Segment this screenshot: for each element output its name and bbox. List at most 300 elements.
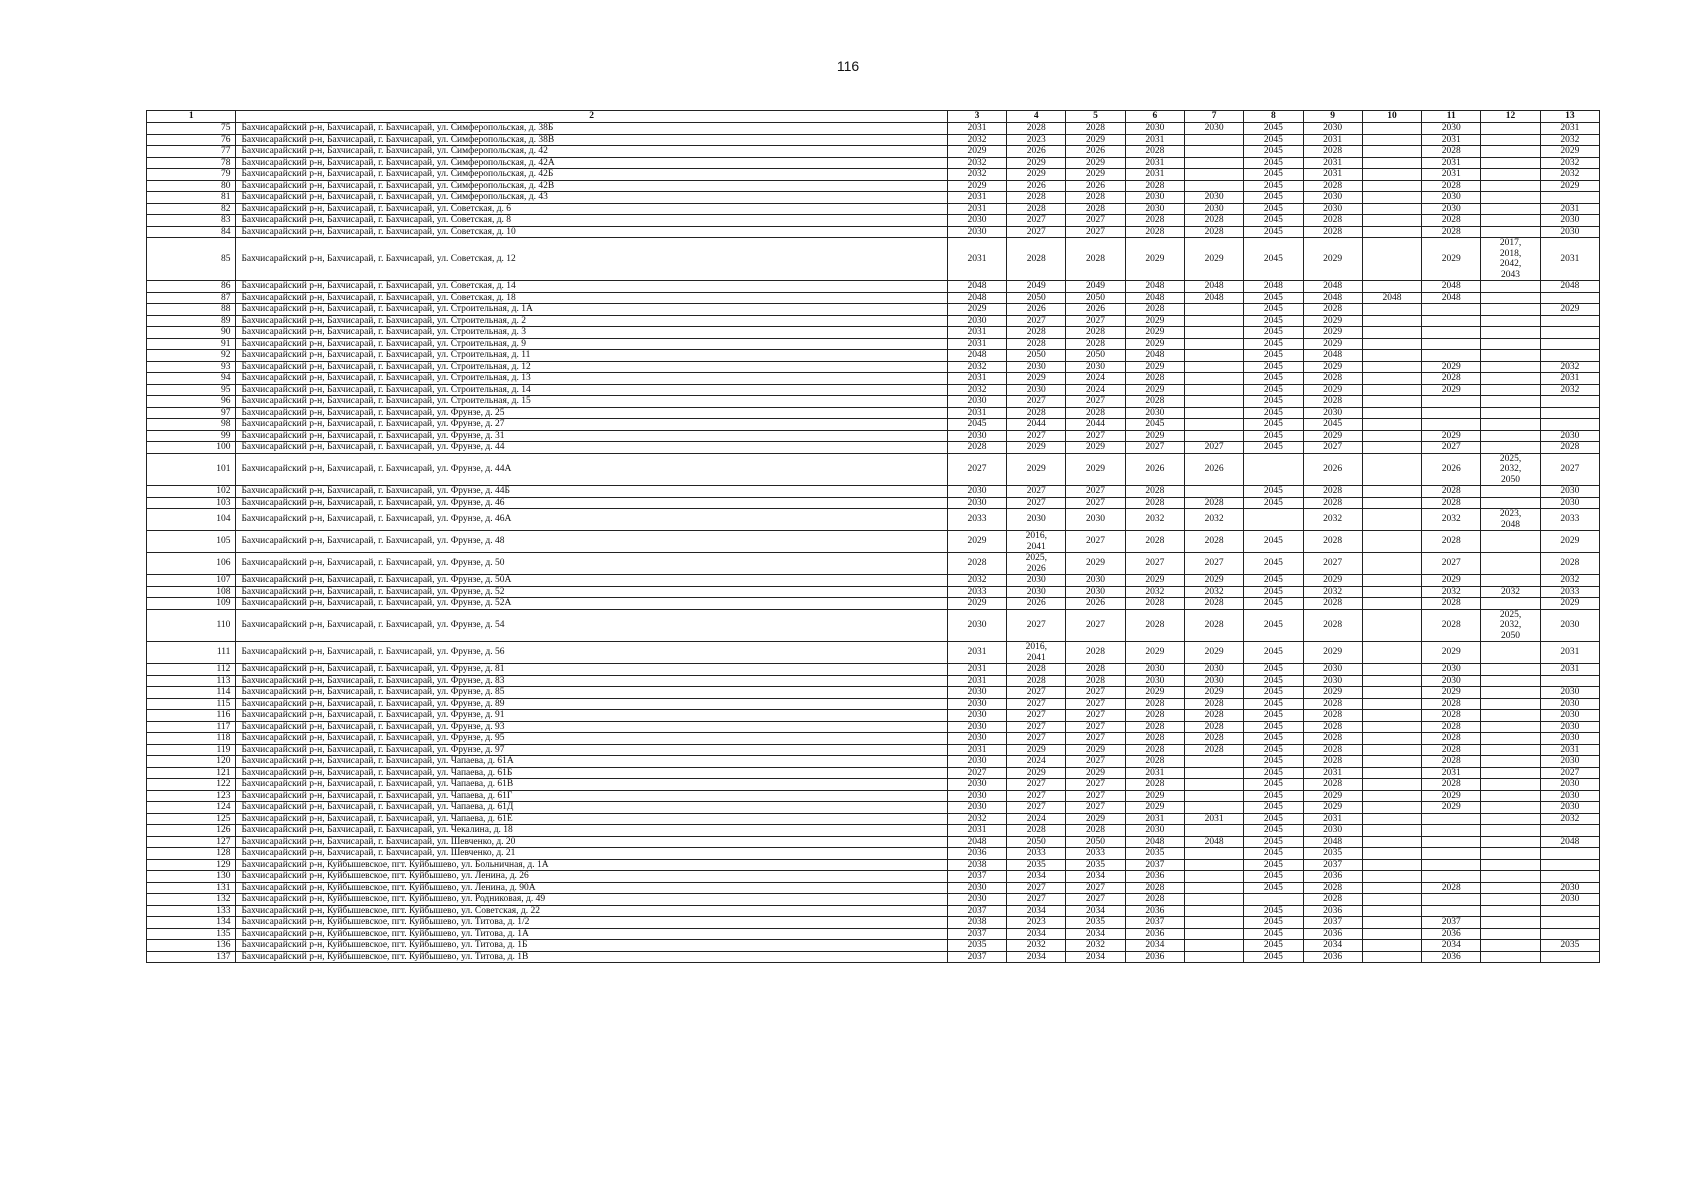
year-cell: 2030 [1540,698,1599,710]
year-cell [1362,733,1421,745]
row-number-cell: 95 [147,384,236,396]
row-number-cell: 128 [147,848,236,860]
year-cell [1362,825,1421,837]
year-cell: 2048 [947,350,1006,362]
year-cell [1481,407,1540,419]
year-cell: 2030 [1540,710,1599,722]
year-cell: 2027 [1007,497,1066,509]
table-row [147,315,1600,327]
year-cell: 2028 [1303,598,1362,610]
row-number-cell: 130 [147,871,236,883]
year-cell: 2050 [1007,836,1066,848]
table-row [147,169,1600,181]
year-cell [1481,553,1540,575]
year-cell: 2027 [947,767,1006,779]
year-cell: 2032 [1540,384,1599,396]
year-cell [1362,905,1421,917]
year-cell: 2045 [1244,928,1303,940]
year-cell: 2028 [1303,304,1362,316]
year-cell: 2030 [947,687,1006,699]
row-number-cell: 93 [147,361,236,373]
year-cell: 2038 [947,917,1006,929]
year-cell [1481,951,1540,963]
year-cell: 2028 [1007,338,1066,350]
header-cell: 13 [1540,111,1599,123]
row-number-cell: 77 [147,146,236,158]
year-cell: 2028 [1184,531,1243,553]
year-cell [1362,664,1421,676]
address-cell: Бахчисарайский р-н, Бахчисарай, г. Бахчисарай, ул. Строительная, д. 1А [236,304,947,316]
year-cell [1184,430,1243,442]
year-cell: 2034 [1007,928,1066,940]
row-number-cell: 103 [147,497,236,509]
year-cell: 2029 [1303,338,1362,350]
year-cell [1362,675,1421,687]
year-cell [1362,157,1421,169]
year-cell [1540,350,1599,362]
year-cell: 2030 [1066,509,1125,531]
year-cell [1362,226,1421,238]
year-cell: 2034 [1007,951,1066,963]
year-cell: 2030 [1422,675,1481,687]
year-cell: 2028 [1422,497,1481,509]
year-cell: 2028 [1125,215,1184,227]
row-number-cell: 110 [147,609,236,642]
year-cell [1362,361,1421,373]
year-cell: 2029 [1184,238,1243,281]
year-cell: 2031 [947,123,1006,135]
year-cell: 2033 [1007,848,1066,860]
year-cell: 2031 [1540,238,1599,281]
year-cell [1362,169,1421,181]
address-cell: Бахчисарайский р-н, Бахчисарай, г. Бахчисарай, ул. Симферопольская, д. 38Б [236,123,947,135]
year-cell [1362,134,1421,146]
row-number-cell: 126 [147,825,236,837]
year-cell: 2030 [1125,123,1184,135]
table-row [147,917,1600,929]
year-cell [1481,698,1540,710]
table-row [147,134,1600,146]
row-number-cell: 96 [147,396,236,408]
year-cell: 2048 [1303,350,1362,362]
row-number-cell: 134 [147,917,236,929]
year-cell: 2027 [1066,497,1125,509]
year-cell [1362,940,1421,952]
address-cell: Бахчисарайский р-н, Бахчисарай, г. Бахчисарай, ул. Симферопольская, д. 43 [236,192,947,204]
address-cell: Бахчисарайский р-н, Бахчисарай, г. Бахчисарай, ул. Симферопольская, д. 42Б [236,169,947,181]
year-cell: 2027 [1066,226,1125,238]
year-cell: 2037 [947,951,1006,963]
year-cell: 2023 [1007,134,1066,146]
year-cell: 2048 [1125,292,1184,304]
year-cell: 2028 [1184,733,1243,745]
year-cell [1481,721,1540,733]
year-cell: 2028 [1125,733,1184,745]
table-row [147,281,1600,293]
year-cell: 2045 [1244,675,1303,687]
year-cell: 2048 [1303,836,1362,848]
year-cell: 2028 [1422,486,1481,498]
year-cell: 2029 [1125,430,1184,442]
table-row [147,710,1600,722]
table-row [147,361,1600,373]
year-cell: 2032 [1540,157,1599,169]
year-cell: 2034 [1303,940,1362,952]
year-cell: 2027 [1066,790,1125,802]
year-cell [1362,215,1421,227]
year-cell: 2032 [947,134,1006,146]
year-cell: 2045 [1244,419,1303,431]
year-cell: 2029 [1125,575,1184,587]
year-cell [1481,497,1540,509]
header-cell: 2 [236,111,947,123]
year-cell: 2029 [1422,687,1481,699]
year-cell: 2032 [1481,586,1540,598]
year-cell: 2036 [1303,951,1362,963]
year-cell: 2028 [1422,180,1481,192]
year-cell: 2027 [947,453,1006,486]
year-cell: 2029 [1303,430,1362,442]
year-cell: 2024 [1066,384,1125,396]
year-cell [1481,384,1540,396]
year-cell: 2028 [1422,882,1481,894]
year-cell: 2035 [1540,940,1599,952]
year-cell: 2045 [1244,373,1303,385]
year-cell: 2045 [1244,767,1303,779]
year-cell: 2027 [1007,315,1066,327]
year-cell: 2029 [1303,687,1362,699]
address-cell: Бахчисарайский р-н, Бахчисарай, г. Бахчисарай, ул. Симферопольская, д. 38В [236,134,947,146]
row-number-cell: 107 [147,575,236,587]
year-cell: 2045 [1244,859,1303,871]
year-cell: 2027 [1007,779,1066,791]
year-cell [1481,917,1540,929]
year-cell: 2030 [1125,203,1184,215]
table-row [147,928,1600,940]
row-number-cell: 121 [147,767,236,779]
year-cell: 2035 [1066,917,1125,929]
table-row [147,396,1600,408]
year-cell: 2032 [1540,169,1599,181]
year-cell [1481,396,1540,408]
address-cell: Бахчисарайский р-н, Бахчисарай, г. Бахчисарай, ул. Строительная, д. 2 [236,315,947,327]
year-cell: 2028 [1184,721,1243,733]
year-cell [1362,586,1421,598]
year-cell: 2027 [1066,609,1125,642]
year-cell: 2045 [1244,609,1303,642]
year-cell: 2027 [1007,698,1066,710]
year-cell: 2024 [1066,373,1125,385]
year-cell [1481,338,1540,350]
year-cell [1362,813,1421,825]
year-cell [1422,304,1481,316]
year-cell: 2028 [1303,497,1362,509]
year-cell: 2035 [1007,859,1066,871]
year-cell: 2045 [1244,123,1303,135]
year-cell: 2030 [1007,586,1066,598]
year-cell: 2045 [1244,134,1303,146]
year-cell [1481,598,1540,610]
year-cell: 2045 [1244,598,1303,610]
year-cell: 2045 [1244,226,1303,238]
year-cell [1184,315,1243,327]
year-cell [1184,361,1243,373]
year-cell: 2028 [1007,327,1066,339]
header-cell: 9 [1303,111,1362,123]
table-row [147,327,1600,339]
year-cell: 2048 [1422,281,1481,293]
year-cell [1244,453,1303,486]
year-cell: 2031 [1540,642,1599,664]
address-cell: Бахчисарайский р-н, Бахчисарай, г. Бахчисарай, ул. Чапаева, д. 61А [236,756,947,768]
year-cell: 2027 [1066,698,1125,710]
year-cell: 2029 [1125,327,1184,339]
year-cell: 2032 [1303,586,1362,598]
year-cell: 2028 [1422,215,1481,227]
row-number-cell: 76 [147,134,236,146]
year-cell: 2029 [1066,157,1125,169]
year-cell: 2030 [1540,687,1599,699]
table-row [147,442,1600,454]
address-cell: Бахчисарайский р-н, Бахчисарай, г. Бахчисарай, ул. Фрунзе, д. 50 [236,553,947,575]
year-cell: 2029 [1303,238,1362,281]
year-cell: 2029 [1066,767,1125,779]
year-cell: 2027 [1066,882,1125,894]
year-cell: 2048 [1184,281,1243,293]
year-cell: 2026 [1125,453,1184,486]
row-number-cell: 132 [147,894,236,906]
address-cell: Бахчисарайский р-н, Куйбышевское, пгт. Куйбышево, ул. Титова, д. 1Б [236,940,947,952]
year-cell: 2028 [1125,598,1184,610]
year-cell [1362,531,1421,553]
year-cell: 2027 [1066,756,1125,768]
year-cell: 2028 [1125,531,1184,553]
address-cell: Бахчисарайский р-н, Бахчисарай, г. Бахчисарай, ул. Фрунзе, д. 83 [236,675,947,687]
table-body [147,123,1600,963]
address-cell: Бахчисарайский р-н, Бахчисарай, г. Бахчисарай, ул. Советская, д. 10 [236,226,947,238]
year-cell: 2036 [1303,905,1362,917]
year-cell: 2045 [1244,721,1303,733]
year-cell: 2032 [1066,940,1125,952]
year-cell: 2031 [1303,134,1362,146]
year-cell: 2029 [1540,146,1599,158]
year-cell [1184,338,1243,350]
row-number-cell: 136 [147,940,236,952]
year-cell: 2048 [1244,281,1303,293]
year-cell: 2029 [1125,642,1184,664]
row-number-cell: 116 [147,710,236,722]
year-cell [1422,871,1481,883]
year-cell [1362,192,1421,204]
year-cell: 2028 [1125,180,1184,192]
year-cell: 2031 [947,203,1006,215]
year-cell [1422,407,1481,419]
year-cell: 2031 [947,664,1006,676]
table-row [147,721,1600,733]
year-cell [1362,790,1421,802]
year-cell: 2026 [1066,598,1125,610]
year-cell: 2029 [1007,744,1066,756]
year-cell: 2045 [1244,169,1303,181]
year-cell: 2045 [1244,304,1303,316]
year-cell: 2028 [1125,146,1184,158]
year-cell: 2045 [1244,203,1303,215]
year-cell: 2028 [1422,531,1481,553]
year-cell: 2027 [1066,531,1125,553]
year-cell: 2028 [1303,215,1362,227]
year-cell: 2045 [1244,327,1303,339]
year-cell [1540,675,1599,687]
year-cell: 2027 [1184,442,1243,454]
year-cell: 2048 [1125,350,1184,362]
year-cell: 2028 [1007,675,1066,687]
year-cell: 2032 [1184,586,1243,598]
year-cell: 2031 [1125,767,1184,779]
year-cell: 2045 [1244,486,1303,498]
year-cell: 2027 [1007,802,1066,814]
year-cell: 2045 [1244,698,1303,710]
year-cell: 2030 [947,609,1006,642]
year-cell: 2029 [1184,642,1243,664]
year-cell: 2029 [1007,442,1066,454]
year-cell: 2031 [947,338,1006,350]
year-cell: 2029 [1540,304,1599,316]
year-cell: 2027 [1066,894,1125,906]
year-cell: 2045 [947,419,1006,431]
year-cell: 2030 [1303,203,1362,215]
year-cell: 2028 [1184,609,1243,642]
year-cell: 2030 [1540,226,1599,238]
year-cell: 2045 [1244,710,1303,722]
year-cell [1481,146,1540,158]
row-number-cell: 94 [147,373,236,385]
address-cell: Бахчисарайский р-н, Бахчисарай, г. Бахчисарай, ул. Фрунзе, д. 31 [236,430,947,442]
year-cell: 2030 [1540,802,1599,814]
year-cell: 2045 [1244,687,1303,699]
year-cell: 2028 [1422,721,1481,733]
year-cell: 2029 [1007,453,1066,486]
year-cell: 2030 [1540,486,1599,498]
year-cell: 2030 [1540,894,1599,906]
table-row [147,531,1600,553]
year-cell [1481,531,1540,553]
year-cell: 2045 [1244,664,1303,676]
year-cell: 2030 [1540,430,1599,442]
table-row [147,813,1600,825]
address-cell: Бахчисарайский р-н, Бахчисарай, г. Бахчисарай, ул. Фрунзе, д. 56 [236,642,947,664]
year-cell: 2025, 2032, 2050 [1481,453,1540,486]
year-cell: 2033 [947,509,1006,531]
year-cell: 2032 [947,813,1006,825]
year-cell: 2028 [947,553,1006,575]
header-cell: 8 [1244,111,1303,123]
year-cell: 2028 [1066,675,1125,687]
year-cell [1481,315,1540,327]
year-cell: 2045 [1244,905,1303,917]
table-row [147,675,1600,687]
year-cell [1184,882,1243,894]
year-cell: 2032 [1303,509,1362,531]
year-cell: 2028 [1066,664,1125,676]
address-cell: Бахчисарайский р-н, Куйбышевское, пгт. Куйбышево, ул. Титова, д. 1В [236,951,947,963]
year-cell [1184,350,1243,362]
year-cell [1481,215,1540,227]
year-cell: 2016, 2041 [1007,642,1066,664]
year-cell: 2028 [1125,497,1184,509]
year-cell [1362,442,1421,454]
year-cell: 2036 [1125,905,1184,917]
address-cell: Бахчисарайский р-н, Куйбышевское, пгт. Куйбышево, ул. Больничная, д. 1А [236,859,947,871]
year-cell [1362,894,1421,906]
address-cell: Бахчисарайский р-н, Бахчисарай, г. Бахчисарай, ул. Строительная, д. 13 [236,373,947,385]
year-cell: 2027 [1066,733,1125,745]
year-cell [1184,871,1243,883]
year-cell: 2032 [947,575,1006,587]
year-cell: 2030 [1540,779,1599,791]
address-cell: Бахчисарайский р-н, Бахчисарай, г. Бахчисарай, ул. Фрунзе, д. 27 [236,419,947,431]
year-cell: 2029 [1303,315,1362,327]
year-cell [1540,396,1599,408]
row-number-cell: 115 [147,698,236,710]
year-cell: 2048 [1125,836,1184,848]
table-row [147,951,1600,963]
year-cell: 2029 [1125,238,1184,281]
year-cell: 2031 [947,373,1006,385]
address-cell: Бахчисарайский р-н, Бахчисарай, г. Бахчисарай, ул. Фрунзе, д. 54 [236,609,947,642]
year-cell: 2028 [1184,215,1243,227]
year-cell: 2026 [1007,180,1066,192]
year-cell: 2028 [1422,733,1481,745]
year-cell [1362,598,1421,610]
header-cell: 12 [1481,111,1540,123]
year-cell: 2027 [1007,396,1066,408]
year-cell [1362,396,1421,408]
table-row [147,453,1600,486]
row-number-cell: 133 [147,905,236,917]
address-cell: Бахчисарайский р-н, Бахчисарай, г. Бахчисарай, ул. Фрунзе, д. 44А [236,453,947,486]
row-number-cell: 104 [147,509,236,531]
address-cell: Бахчисарайский р-н, Бахчисарай, г. Бахчисарай, ул. Фрунзе, д. 93 [236,721,947,733]
year-cell: 2028 [1303,710,1362,722]
address-cell: Бахчисарайский р-н, Бахчисарай, г. Бахчисарай, ул. Фрунзе, д. 25 [236,407,947,419]
year-cell: 2037 [947,871,1006,883]
table-row [147,598,1600,610]
year-cell: 2030 [947,497,1006,509]
year-cell: 2031 [947,825,1006,837]
year-cell: 2048 [947,292,1006,304]
year-cell [1481,350,1540,362]
year-cell: 2028 [1007,238,1066,281]
year-cell: 2050 [1066,350,1125,362]
year-cell: 2031 [1303,169,1362,181]
year-cell [1362,497,1421,509]
year-cell: 2029 [1303,575,1362,587]
row-number-cell: 111 [147,642,236,664]
year-cell: 2029 [1007,373,1066,385]
address-cell: Бахчисарайский р-н, Бахчисарай, г. Бахчисарай, ул. Строительная, д. 11 [236,350,947,362]
address-cell: Бахчисарайский р-н, Куйбышевское, пгт. Куйбышево, ул. Советская, д. 22 [236,905,947,917]
year-cell: 2028 [1303,698,1362,710]
year-cell [1362,315,1421,327]
year-cell [1481,802,1540,814]
year-cell: 2028 [1125,304,1184,316]
address-cell: Бахчисарайский р-н, Бахчисарай, г. Бахчисарай, ул. Советская, д. 14 [236,281,947,293]
row-number-cell: 120 [147,756,236,768]
year-cell: 2028 [1007,203,1066,215]
year-cell: 2028 [1422,744,1481,756]
year-cell [1481,871,1540,883]
year-cell: 2030 [1007,509,1066,531]
